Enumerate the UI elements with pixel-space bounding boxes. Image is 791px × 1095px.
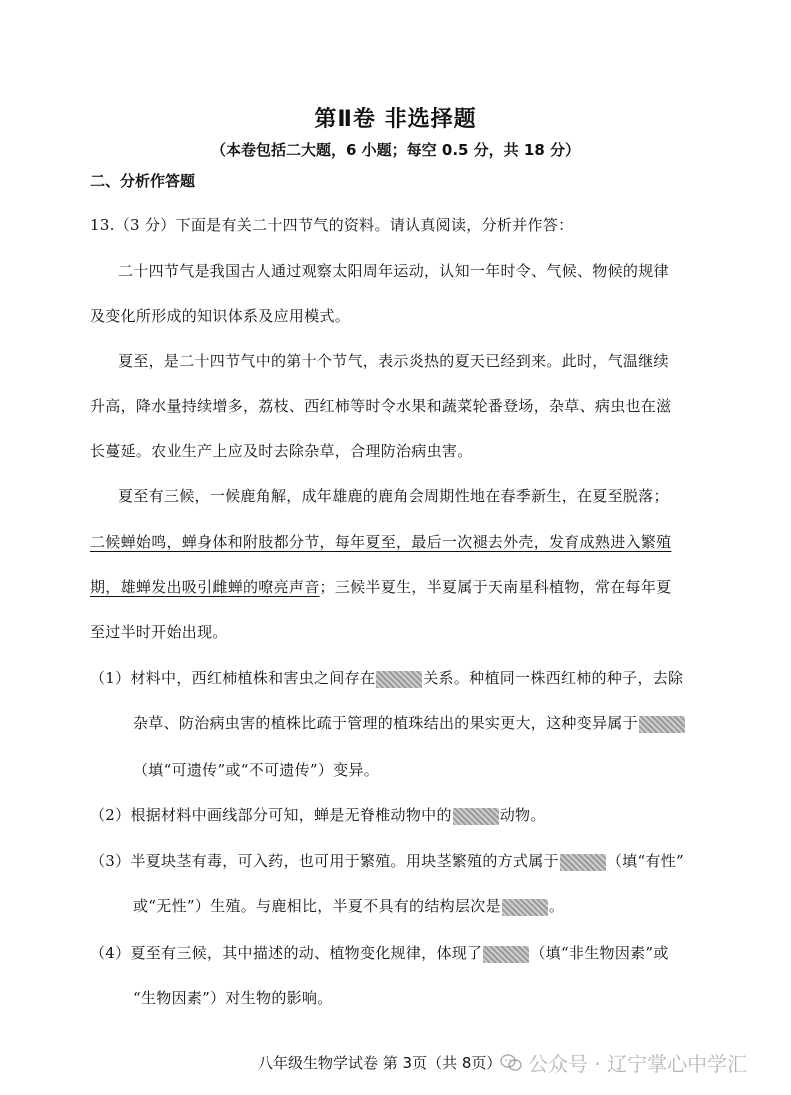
page-subtitle: （本卷包括二大题，6 小题；每空 0.5 分，共 18 分） [211,141,580,159]
sub-question-2 [90,804,546,825]
passage-line-mixed [90,576,671,597]
passage-line: 夏至，是二十四节气中的第十个节气，表示炎热的夏天已经到来。此时，气温继续 [118,352,669,370]
sub-question-1-cont [133,712,686,733]
passage-line: 升高，降水量持续增多，荔枝、西红柿等时令水果和蔬菜轮番登场，杂草、病虫也在滋 [90,397,672,415]
passage-line: 长蔓延。农业生产上应及时去除杂草，合理防治病虫害。 [90,442,473,460]
q1-text: 关系。种植同一株西红柿的种子，去除 [423,669,684,687]
answer-blank[interactable] [639,716,685,733]
answer-blank[interactable] [376,671,422,688]
wechat-icon [500,1054,522,1072]
q4-text: （4）夏至有三候，其中描述的动、植物变化规律，体现了 [90,944,483,962]
q3-text: （填“有性” [606,852,684,870]
passage-line: 夏至有三候，一候鹿角解，成年雄鹿的鹿角会周期性地在春季新生，在夏至脱落； [118,487,669,505]
page-title: 第Ⅱ卷 非选择题 [314,107,477,132]
q2-text: 动物。 [499,806,546,824]
answer-blank[interactable] [560,854,606,871]
watermark [500,1048,747,1077]
passage-text: ；三候半夏生，半夏属于天南星科植物，常在每年夏 [319,578,672,596]
q3-text: 或“无性”）生殖。与鹿相比，半夏不具有的结构层次是 [133,897,501,915]
page-footer: 八年级生物学试卷 第 3页（共 8页） [258,1054,502,1072]
sub-question-3-cont [133,895,564,916]
sub-question-4 [90,942,669,963]
sub-question-3 [90,850,684,871]
sub-question-1-cont: （填“可遗传”或“不可遗传”）变异。 [133,761,380,779]
passage-line: 至过半时开始出现。 [90,623,228,641]
sub-question-4-cont: “生物因素”）对生物的影响。 [133,989,333,1007]
answer-blank[interactable] [453,808,499,825]
q1-text: 杂草、防治病虫害的植株比疏于管理的植珠结出的果实更大，这种变异属于 [133,714,638,732]
question-stem: 13.（3 分）下面是有关二十四节气的资料。请认真阅读，分析并作答： [90,216,574,234]
watermark-text: 公众号 · 辽宁掌心中学汇 [528,1052,748,1076]
sub-question-1 [90,667,683,688]
underlined-passage: 二候蝉始鸣，蝉身体和附肢都分节，每年夏至，最后一次褪去外壳，发育成熟进入繁殖 [90,533,672,551]
section-heading: 二、分析作答题 [90,172,196,190]
answer-blank[interactable] [502,899,548,916]
answer-blank[interactable] [483,946,529,963]
q3-text: 。 [548,897,565,915]
underlined-passage: 期，雄蝉发出吸引雌蝉的嘹亮声音 [90,578,320,596]
q1-text: （1）材料中，西红柿植株和害虫之间存在 [90,669,376,687]
q4-text: （填“非生物因素”或 [530,944,669,962]
q2-text: （2）根据材料中画线部分可知，蝉是无脊椎动物中的 [90,806,452,824]
passage-line: 及变化所形成的知识体系及应用模式。 [90,307,351,325]
q3-text: （3）半夏块茎有毒，可入药，也可用于繁殖。用块茎繁殖的方式属于 [90,852,559,870]
passage-line: 二十四节气是我国古人通过观察太阳周年运动，认知一年时令、气候、物候的规律 [118,262,669,280]
